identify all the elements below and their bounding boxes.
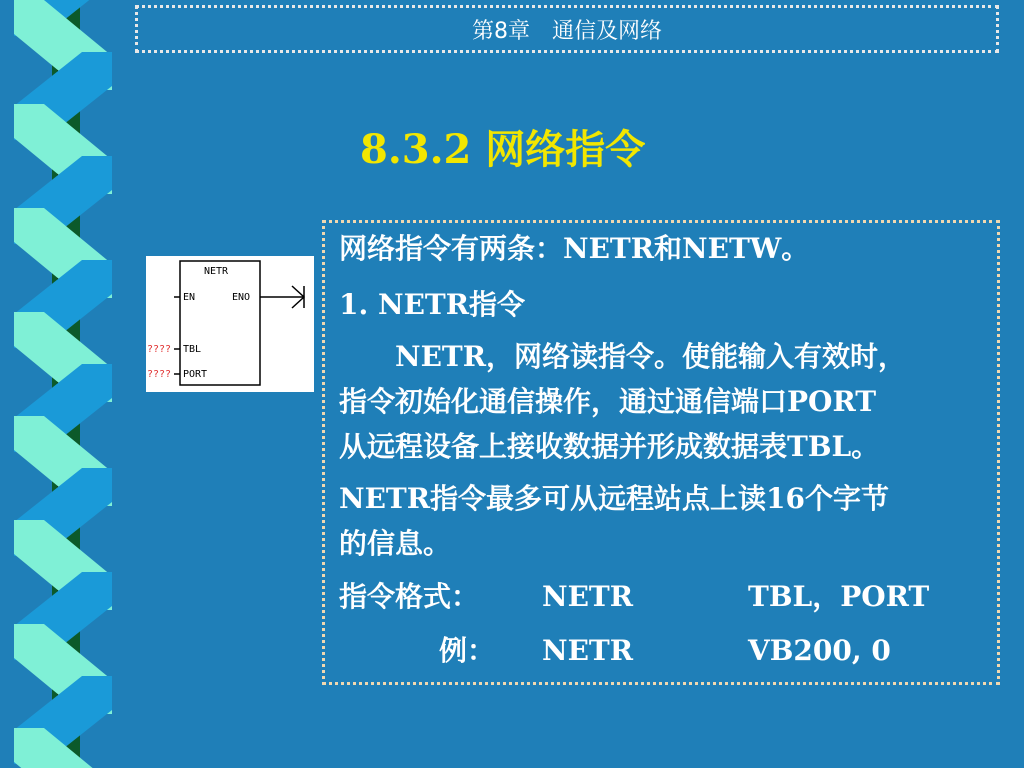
block-box [180, 261, 260, 385]
tbl-value: ???? [147, 344, 172, 355]
text-line-4: 指令初始化通信操作，通过通信端口PORT [339, 385, 877, 418]
content-box [322, 220, 1000, 685]
port-value: ???? [147, 369, 172, 380]
text-line-6: NETR指令最多可从远程站点上读16个字节 [339, 482, 890, 515]
text-line-3: NETR，网络读指令。使能输入有效时， [339, 340, 907, 373]
decorative-ribbon [0, 0, 120, 768]
example-args: VB200, 0 [748, 634, 891, 667]
chapter-header [135, 5, 999, 53]
port-pin-label: PORT [183, 369, 208, 380]
text-line-5: 从远程设备上接收数据并形成数据表TBL。 [339, 430, 880, 463]
text-line-7: 的信息。 [339, 527, 452, 560]
slide-title: 8.3.2 网络指令 [360, 126, 646, 173]
example-op: NETR [542, 634, 634, 667]
format-label: 指令格式： [339, 580, 480, 613]
en-pin-label: EN [183, 292, 196, 303]
netr-ladder-block [146, 256, 314, 392]
tbl-pin-label: TBL [183, 344, 202, 355]
text-line-1: 网络指令有两条：NETR和NETW。 [339, 232, 810, 265]
eno-pin-label: ENO [232, 292, 251, 303]
format-args: TBL，PORT [748, 580, 930, 613]
format-op: NETR [542, 580, 634, 613]
example-label: 例： [439, 634, 496, 667]
chapter-header-text: 第8章 通信及网络 [472, 18, 662, 44]
text-line-2: 1. NETR指令 [339, 288, 526, 321]
block-name: NETR [204, 266, 229, 277]
